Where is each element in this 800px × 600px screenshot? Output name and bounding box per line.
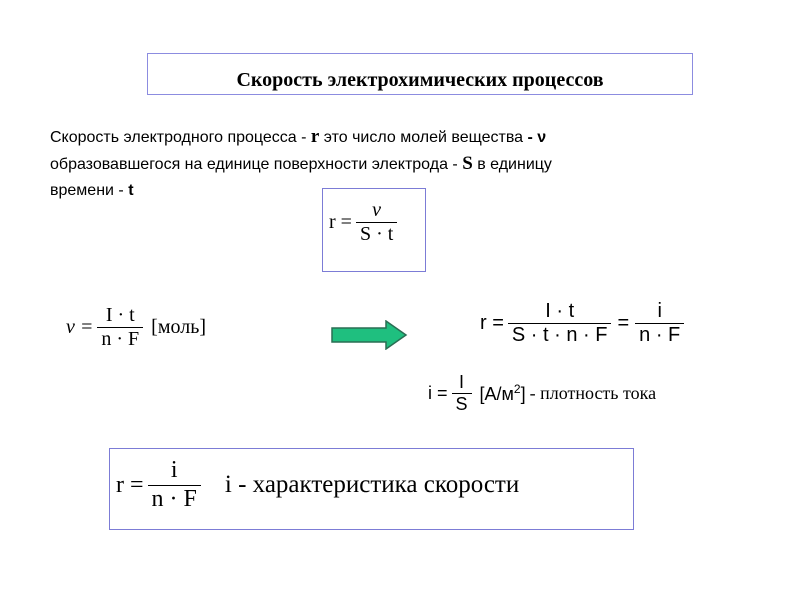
definition-text: Скорость электродного процесса - bbox=[50, 129, 311, 146]
definition-text: времени - bbox=[50, 182, 129, 199]
formula-i-unit-prefix: [А/м bbox=[479, 383, 514, 404]
formula-r2-fraction-1 bbox=[508, 300, 612, 347]
formula-r-fraction bbox=[356, 199, 397, 246]
formula-nu bbox=[66, 304, 206, 351]
formula-final-caption: i - характеристика скорости bbox=[224, 471, 520, 499]
definition-line-1 bbox=[50, 124, 750, 151]
formula-nu-lhs: ν = bbox=[66, 316, 94, 338]
formula-nu-fraction bbox=[97, 304, 143, 351]
formula-r-denominator: S · t bbox=[359, 223, 394, 245]
formula-final-fraction bbox=[148, 457, 201, 513]
formula-r2 bbox=[480, 300, 684, 347]
symbol-nu: ν bbox=[537, 129, 547, 146]
formula-final-numerator: i bbox=[170, 457, 178, 483]
formula-i-unit bbox=[480, 382, 526, 405]
formula-r2-numerator-2: i bbox=[657, 300, 662, 322]
formula-i-unit-exponent: 2 bbox=[513, 381, 521, 396]
symbol-t: t bbox=[128, 182, 134, 199]
formula-nu-unit: [моль] bbox=[151, 316, 206, 338]
symbol-r: r bbox=[310, 126, 320, 147]
formula-i-unit-suffix: ] bbox=[520, 383, 526, 404]
formula-nu-denominator: n · F bbox=[101, 328, 140, 350]
formula-i-lhs: i = bbox=[428, 382, 448, 403]
formula-nu-numerator: I · t bbox=[105, 304, 135, 326]
equals-sign: = bbox=[617, 312, 630, 334]
formula-r2-numerator-1: I · t bbox=[545, 300, 575, 322]
arrow-right-icon bbox=[330, 320, 410, 350]
definition-text: в единицу bbox=[472, 156, 552, 173]
page-title: Скорость электрохимических процессов bbox=[236, 69, 604, 91]
formula-final-lhs: r = bbox=[116, 471, 144, 498]
formula-final-box bbox=[109, 448, 634, 530]
formula-r2-denominator-2: n · F bbox=[639, 324, 681, 346]
formula-i-fraction bbox=[452, 372, 472, 414]
title-box bbox=[147, 53, 693, 95]
formula-r2-denominator-1: S · t · n · F bbox=[511, 324, 608, 346]
formula-r-box bbox=[322, 188, 426, 272]
formula-i bbox=[428, 372, 656, 414]
definition-dash: - bbox=[527, 129, 538, 146]
formula-i-numerator: I bbox=[459, 372, 465, 392]
formula-r bbox=[329, 199, 397, 246]
symbol-s: S bbox=[462, 153, 473, 174]
formula-final bbox=[116, 457, 519, 513]
formula-r-numerator: ν bbox=[372, 199, 382, 221]
formula-final-denominator: n · F bbox=[151, 485, 197, 512]
formula-r2-lhs: r = bbox=[480, 312, 504, 334]
definition-text: это число молей вещества bbox=[319, 129, 528, 146]
definition-text: образовавшегося на единице поверхности электрода - bbox=[50, 156, 463, 173]
formula-i-denominator: S bbox=[455, 393, 468, 414]
formula-i-note: - плотность тока bbox=[529, 382, 657, 403]
formula-r-lhs: r = bbox=[329, 211, 352, 233]
definition-line-2 bbox=[50, 151, 750, 178]
formula-r2-fraction-2 bbox=[635, 300, 684, 347]
